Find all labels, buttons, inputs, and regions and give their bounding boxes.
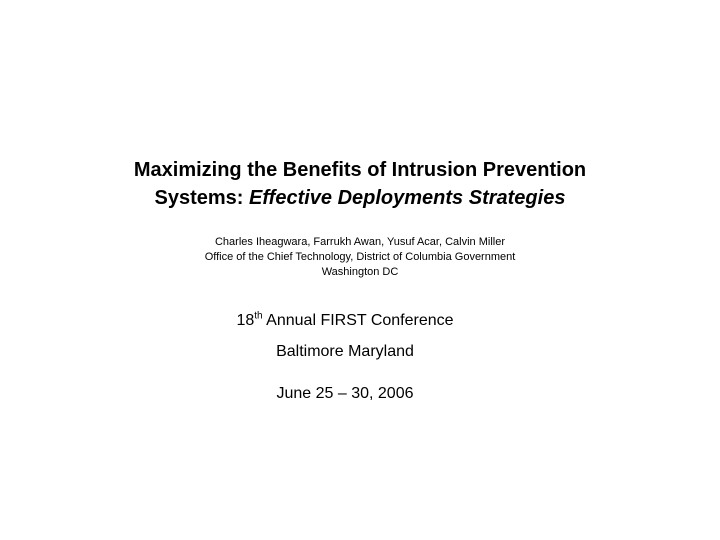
author-affiliation: Office of the Chief Technology, District of Columbia Government bbox=[204, 251, 516, 263]
conference-ordinal-suffix: th bbox=[254, 310, 263, 322]
conference-dates: June 25 – 30, 2006 bbox=[276, 385, 414, 402]
conference-ordinal-number: 18 bbox=[236, 312, 255, 329]
conference-name bbox=[40, 311, 650, 331]
title-prefix: Systems: bbox=[154, 187, 250, 209]
author-block bbox=[40, 235, 680, 280]
author-city: Washington DC bbox=[321, 266, 399, 278]
title-subtitle: Effective Deployments Strategies bbox=[249, 187, 566, 209]
title-line-2 bbox=[40, 184, 680, 212]
title-line-1: Maximizing the Benefits of Intrusion Prevention bbox=[133, 159, 587, 181]
conference-title: Annual FIRST Conference bbox=[262, 312, 454, 329]
slide-title bbox=[40, 156, 680, 212]
author-names: Charles Iheagwara, Farrukh Awan, Yusuf Acar, Calvin Miller bbox=[214, 236, 505, 248]
conference-location: Baltimore Maryland bbox=[276, 343, 414, 360]
